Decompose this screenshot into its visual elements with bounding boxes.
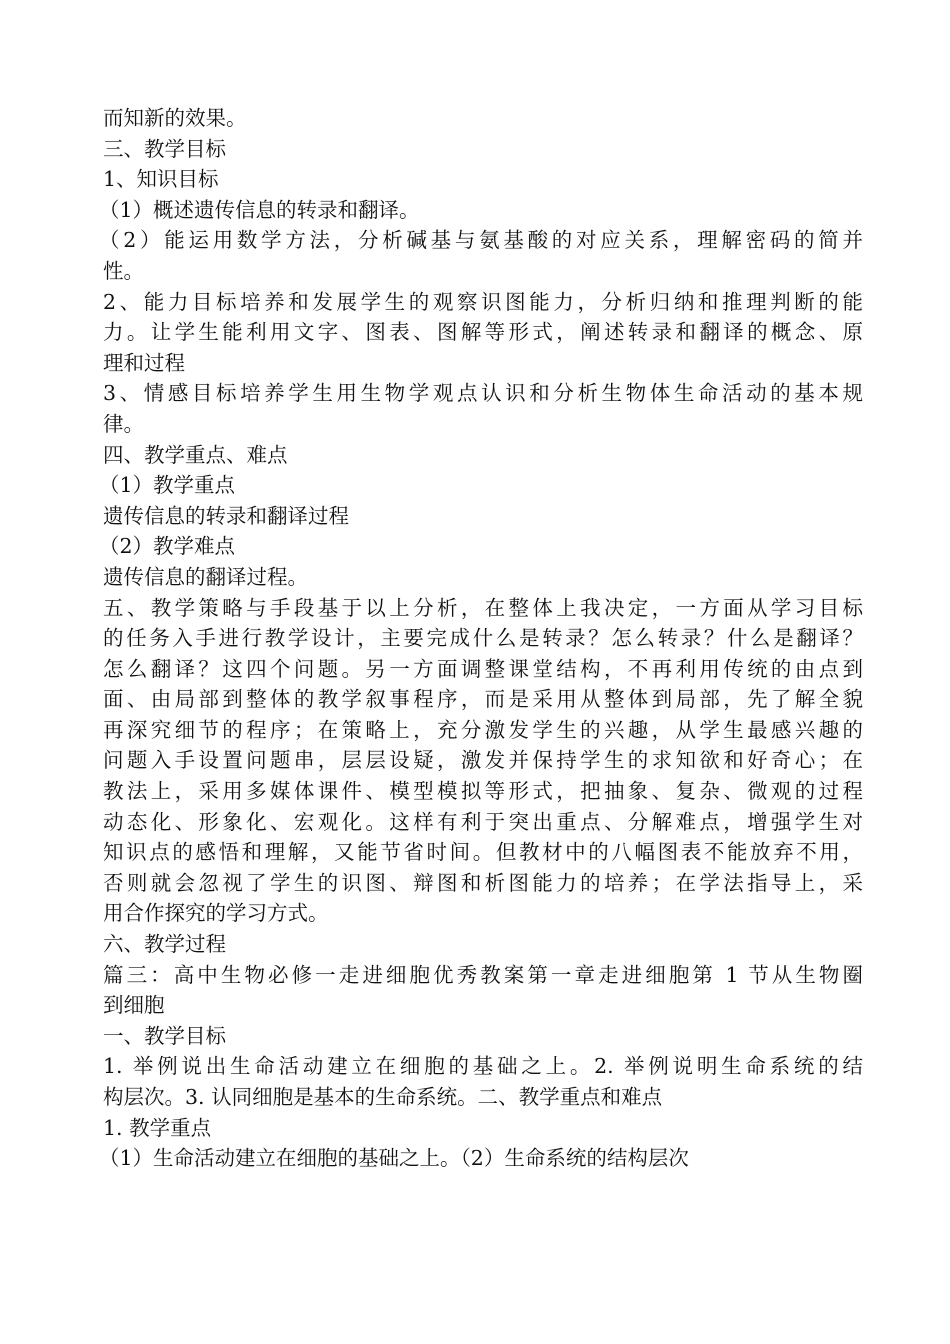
text-line: 1. 举例说出生命活动建立在细胞的基础之上。2. 举例说明生命系统的结 [103, 1054, 863, 1079]
text-line: 而知新的效果。 [103, 106, 247, 130]
text-line: （2）能运用数学方法，分析碱基与氨基酸的对应关系，理解密码的简并 [99, 228, 863, 253]
document-body [99, 103, 863, 1174]
text-line: 理和过程 [103, 350, 185, 375]
text-line: 构层次。3. 认同细胞是基本的生命系统。二、教学重点和难点 [103, 1085, 663, 1109]
text-line: （1）概述遗传信息的转录和翻译。 [99, 197, 420, 222]
text-line: 到细胞 [103, 993, 165, 1018]
text-line: 知识点的感悟和理解，又能节省时间。但教材中的八幅图表不能放弃不用， [103, 840, 863, 865]
text-line: 1、知识目标 [103, 167, 219, 192]
text-line: 3、情感目标培养学生用生物学观点认识和分析生物体生命活动的基本规 [103, 381, 863, 406]
text-line: 性。 [103, 258, 144, 283]
text-line: 再深究细节的程序；在策略上，充分激发学生的兴趣，从学生最感兴趣的 [103, 717, 863, 742]
text-line: 五、教学策略与手段基于以上分析，在整体上我决定，一方面从学习目标 [103, 595, 863, 620]
text-line: 力。让学生能利用文字、图表、图解等形式，阐述转录和翻译的概念、原 [103, 320, 863, 345]
text-line: 动态化、形象化、宏观化。这样有利于突出重点、分解难点，增强学生对 [103, 809, 863, 834]
text-line: 怎么翻译？这四个问题。另一方面调整课堂结构，不再利用传统的由点到 [103, 656, 863, 681]
text-line: 问题入手设置问题串，层层设疑，激发并保持学生的求知欲和好奇心；在 [103, 748, 863, 773]
text-line: 面、由局部到整体的教学叙事程序，而是采用从整体到局部，先了解全貌 [103, 687, 863, 712]
text-line: 遗传信息的转录和翻译过程 [103, 503, 349, 528]
text-line: 的任务入手进行教学设计，主要完成什么是转录？怎么转录？什么是翻译？ [103, 626, 863, 651]
text-line: 一、教学目标 [103, 1023, 226, 1048]
text-line: 用合作探究的学习方式。 [103, 901, 329, 926]
text-line: （2）教学难点 [99, 534, 236, 559]
text-line: 2、能力目标培养和发展学生的观察识图能力，分析归纳和推理判断的能 [103, 289, 863, 314]
text-line: （1）教学重点 [99, 473, 236, 498]
text-line: 篇三：高中生物必修一走进细胞优秀教案第一章走进细胞第 1 节从生物圈 [103, 962, 863, 987]
text-line: 1. 教学重点 [103, 1115, 212, 1140]
text-line: 三、教学目标 [103, 136, 226, 161]
text-line: 否则就会忽视了学生的识图、辩图和析图能力的培养；在学法指导上，采 [103, 870, 863, 895]
text-line: 六、教学过程 [103, 932, 226, 957]
text-line: 遗传信息的翻译过程。 [103, 564, 308, 589]
text-line: 律。 [103, 411, 144, 436]
text-line: 四、教学重点、难点 [103, 442, 288, 467]
text-line: 教法上，采用多媒体课件、模型模拟等形式，把抽象、复杂、微观的过程 [103, 779, 863, 804]
text-line: （1）生命活动建立在细胞的基础之上。（2）生命系统的结构层次 [99, 1146, 689, 1171]
